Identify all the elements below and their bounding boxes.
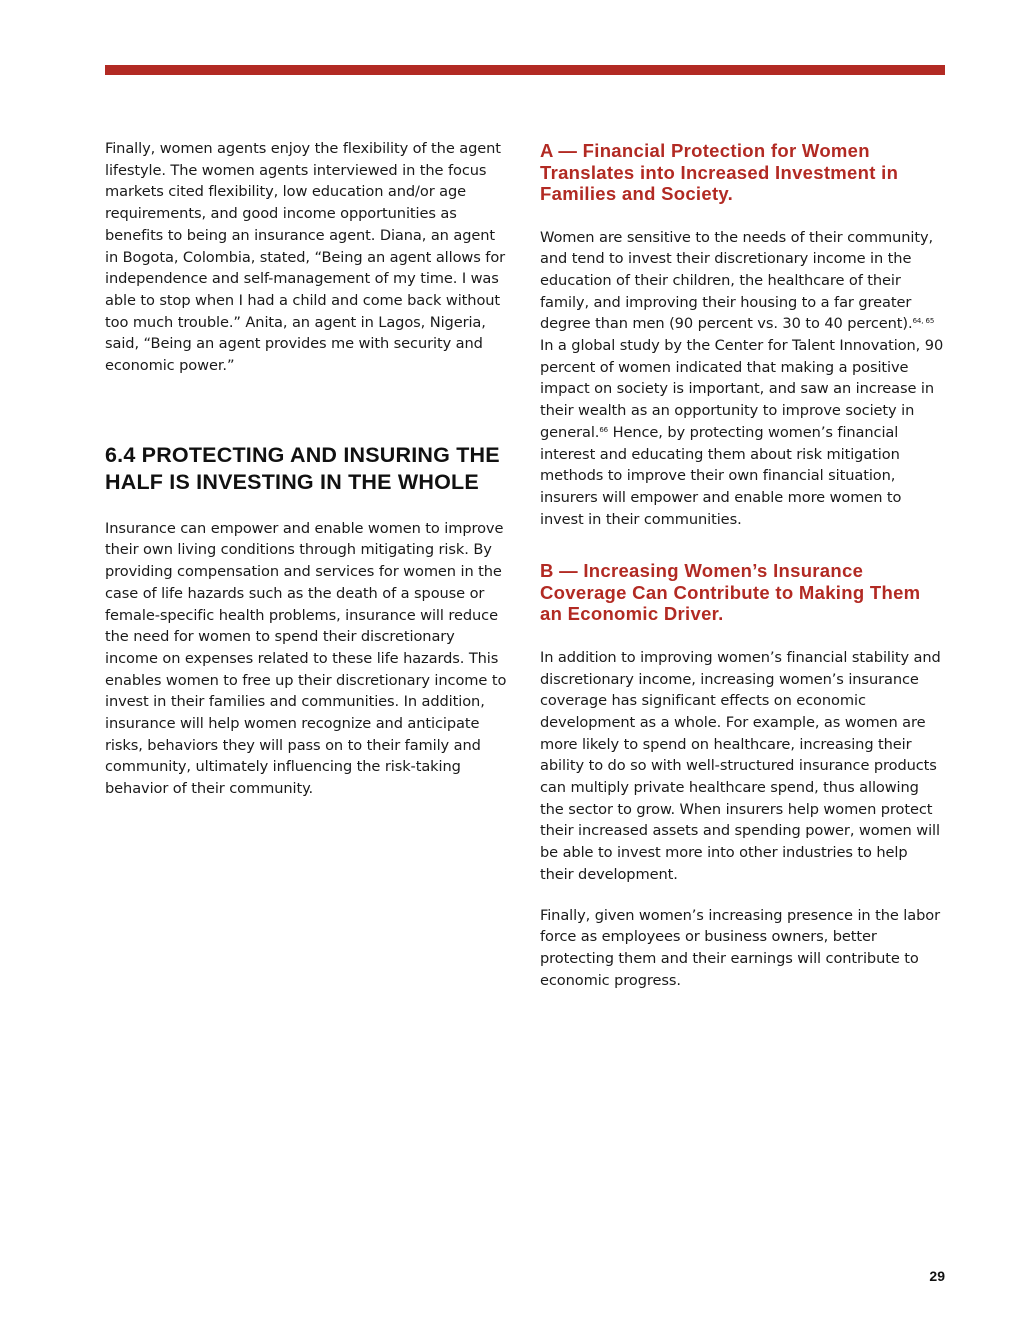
footnote-ref-66: 66 xyxy=(599,425,609,434)
subheading-a: A — Financial Protection for Women Translates into Increased Investment in Families and Society. xyxy=(540,140,899,204)
subheading-b: B — Increasing Women’s Insurance Coverage Can Contribute to Making Them an Economic Driver. xyxy=(540,560,921,625)
paragraph-a-part-2: In a global study by the Center for Talent Innovation, 90 percent of women indicated that making a positive impact on society is important, and saw an increase in their wealth as an opportunity to improve society in general. xyxy=(540,337,944,441)
top-accent-rule xyxy=(105,65,945,75)
paragraph-a-part-1: Women are sensitive to the needs of their community, and tend to invest their discretionary income in the education of their children, the healthcare of their family, and improving their housing to a far greater degree than men (90 percent vs. 30 to 40 percent). xyxy=(540,228,934,333)
intro-paragraph: Finally, women agents enjoy the flexibility of the agent lifestyle. The women agents interviewed in the focus markets cited flexibility, low education and/or age requirements, and good income opportunities as benefits to being an insurance agent. Diana, an agent in Bogota, Colombia, stated, “Being an agent allows for independence and self-management of my time. I was able to stop when I had a child and come back without too much trouble.” Anita, an agent in Lagos, Nigeria, said, “Being an agent provides me with security and economic power.” xyxy=(105,140,506,375)
paragraph-a-part-3: Hence, by protecting women’s financial interest and educating them about risk mitigation methods to improve their own financial situation, insurers will empower and enable more women to invest in their communities. xyxy=(540,423,902,528)
left-column xyxy=(105,138,510,800)
paragraph-b1: In addition to improving women’s financial stability and discretionary income, increasing women’s insurance coverage has significant effects on economic development as a whole. For example, as women are more likely to spend on healthcare, increasing their ability to do so with well-structured insurance products can multiply private healthcare spend, thus allowing the sector to grow. When insurers help women protect their increased assets and spending power, women will be able to invest more into other industries to help their development. xyxy=(540,648,941,883)
footnote-ref-64-65: 64, 65 xyxy=(912,317,935,326)
paragraph-a xyxy=(540,227,945,531)
paragraph-b2: Finally, given women’s increasing presence in the labor force as employees or business owners, better protecting them and their earnings will contribute to economic progress. xyxy=(540,906,940,989)
right-column xyxy=(540,138,945,991)
section-title: 6.4 PROTECTING AND INSURING THE HALF IS INVESTING IN THE WHOLE xyxy=(105,442,500,494)
section-paragraph: Insurance can empower and enable women to improve their own living conditions through mitigating risk. By providing compensation and services for women in the case of life hazards such as the death of a spouse or female-specific health problems, insurance will reduce the need for women to spend their discretionary income on expenses related to these life hazards. This enables women to free up their discretionary income to invest in their families and communities. In addition, insurance will help women recognize and anticipate risks, behaviors they will pass on to their family and community, ultimately influencing the risk-taking behavior of their community. xyxy=(105,519,507,798)
page-number: 29 xyxy=(929,1268,945,1284)
